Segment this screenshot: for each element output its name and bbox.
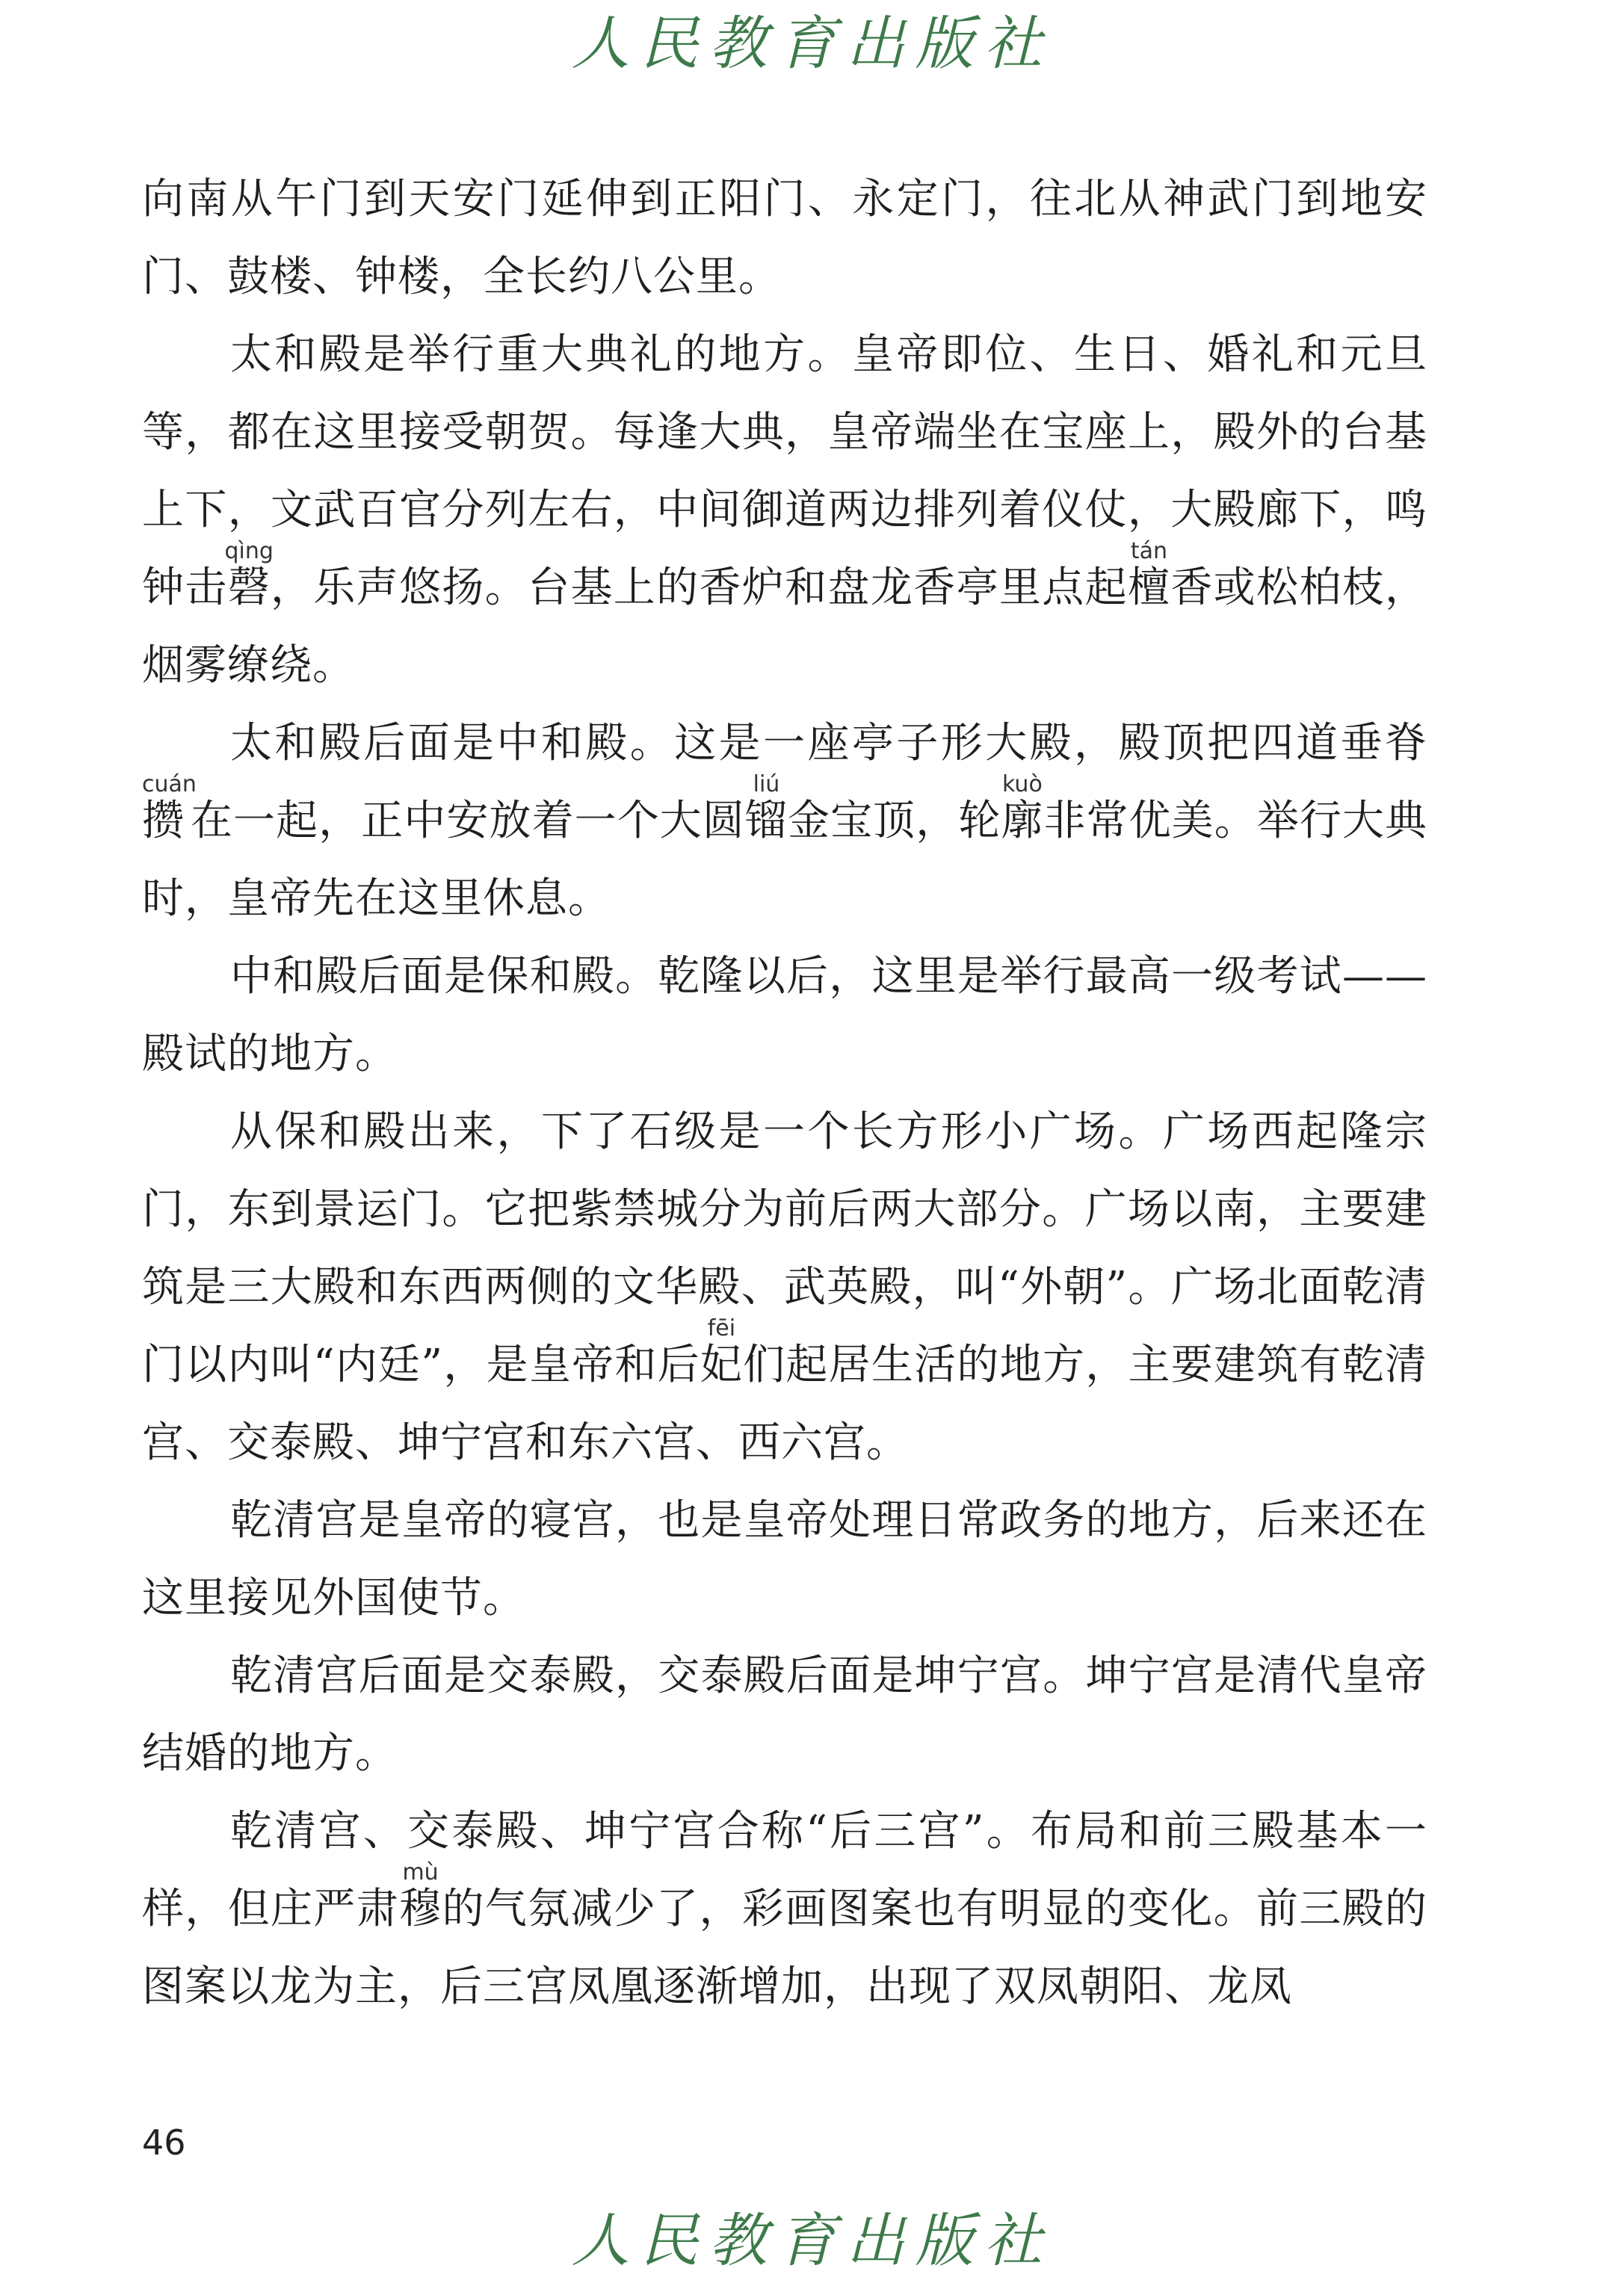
pinyin-annotation: fēi [700,1315,743,1341]
ruby-liu: 镏liú [744,771,788,845]
text-body [142,161,1427,2026]
paragraph-1: 向南从午门到天安门延伸到正阳门、永定门，往北从神武门到地安门、鼓楼、钟楼，全长约八公里。 [142,175,1427,301]
pinyin-annotation: cuán [142,771,197,797]
text-run: 香或松柏枝，烟雾缭绕。 [142,563,1428,690]
ruby-cuan: 攒cuán [142,771,197,845]
ruby-fei: 妃fēi [700,1315,744,1389]
pinyin-annotation: kuò [1001,771,1044,797]
text-run: 在一起，正中安放着一个大圆 [190,797,745,845]
paragraph-5 [142,1093,1427,1482]
pinyin-annotation: mù [399,1859,442,1885]
paragraph-6: 乾清宫是皇帝的寝宫，也是皇帝处理日常政务的地方，后来还在这里接见外国使节。 [142,1496,1427,1622]
text-run: 金宝顶，轮 [788,797,1001,845]
paragraph-8 [142,1793,1427,2026]
paragraph-4: 中和殿后面是保和殿。乾隆以后，这里是举行最高一级考试——殿试的地方。 [142,952,1427,1078]
ruby-tan: 檀tán [1127,538,1171,612]
ruby-qing: 磬qìng [224,538,274,612]
text-run: 太和殿是举行重大典礼的地方。皇帝即位、生日、婚礼和元旦等，都在这里接受朝贺。每逢大典，皇帝端坐在宝座上，殿外的台基上下，文武百官分列左右，中间御道两边排列着仪仗，大殿廊下，鸣钟击 [142,330,1427,612]
text-run: 们起居生活的地方，主要建筑有乾清宫、交泰殿、坤宁宫和东六宫、西六宫。 [142,1341,1428,1467]
text-run: ，乐声悠扬。台基上的香炉和盘龙香亭里点起 [270,563,1128,612]
text-run: 的气氛减少了，彩画图案也有明显的变化。前三殿的图案以龙为主，后三宫凤凰逐渐增加，出现了双凤朝阳、龙凤 [142,1885,1428,2011]
paragraph-7: 乾清宫后面是交泰殿，交泰殿后面是坤宁宫。坤宁宫是清代皇帝结婚的地方。 [142,1652,1427,1778]
publisher-watermark-top: 人民教育出版社 [571,10,1053,78]
text-run: 从保和殿出来，下了石级是一个长方形小广场。广场西起隆宗门，东到景运门。它把紫禁城分为前后两大部分。广场以南，主要建筑是三大殿和东西两侧的文华殿、武英殿，叫“外朝”。广场北面乾清门以内叫“内廷”，是皇帝和后 [142,1108,1427,1389]
text-run: 太和殿后面是中和殿。这是一座亭子形大殿，殿顶把四道垂脊 [230,719,1427,767]
pinyin-annotation: qìng [224,538,274,564]
ruby-kuo: 廓kuò [1001,771,1044,845]
pinyin-annotation: tán [1127,538,1170,564]
paragraph-2 [142,316,1427,705]
paragraph-3 [142,705,1427,938]
publisher-watermark-bottom: 人民教育出版社 [571,2208,1053,2275]
text-run: 非常优美。举行大典时，皇帝先在这里休息。 [142,797,1428,923]
ruby-mu: 穆mù [399,1859,442,1933]
pinyin-annotation: liú [744,771,788,797]
text-run: 乾清宫、交泰殿、坤宁宫合称“后三宫”。布局和前三殿基本一样，但庄严肃 [142,1807,1427,1933]
page-number: 46 [142,2122,186,2163]
